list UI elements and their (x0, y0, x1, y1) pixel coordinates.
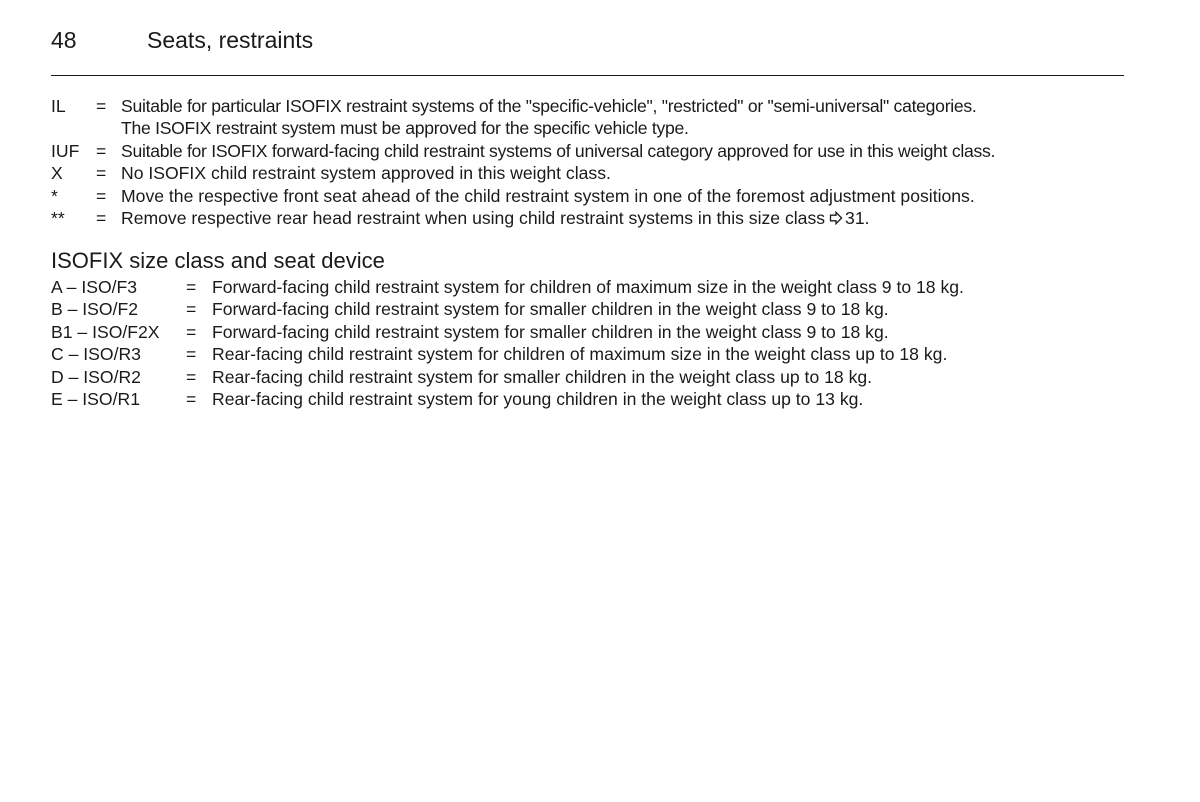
legend-description (121, 95, 977, 140)
size-class-code: C – ISO/R3 (51, 344, 141, 365)
legend-equals: = (96, 140, 107, 161)
legend-description: Move the respective front seat ahead of the child restraint system in one of the foremost adjustment positions. (121, 185, 975, 206)
page-reference-arrow-icon (829, 211, 843, 225)
size-class-row (51, 298, 1151, 320)
section-title: Seats, restraints (147, 27, 314, 53)
size-class-equals: = (186, 321, 197, 342)
size-class-row (51, 343, 1151, 365)
page-number: 48 (51, 27, 77, 53)
header-divider (51, 75, 1124, 76)
legend-description-line: Suitable for particular ISOFIX restraint systems of the "specific-vehicle", "restricted" or "semi-universal" categories. (121, 96, 977, 116)
size-class-description: Rear-facing child restraint system for smaller children in the weight class up to 18 kg. (212, 366, 873, 387)
size-class-list (51, 276, 1151, 410)
size-class-description: Forward-facing child restraint system for smaller children in the weight class 9 to 18 kg. (212, 299, 889, 320)
legend-term: * (51, 185, 58, 206)
legend-description-line: The ISOFIX restraint system must be approved for the specific vehicle type. (121, 118, 689, 139)
size-class-row (51, 366, 1151, 388)
size-class-equals: = (186, 344, 197, 365)
size-class-code: B – ISO/F2 (51, 299, 139, 320)
legend-description: No ISOFIX child restraint system approved in this weight class. (121, 163, 611, 184)
legend-row-iuf (51, 140, 1151, 162)
legend-description (121, 207, 870, 229)
legend-row-x (51, 162, 1151, 184)
legend-equals: = (96, 163, 107, 184)
size-class-code: E – ISO/R1 (51, 388, 140, 409)
legend-equals: = (96, 96, 107, 116)
legend-equals: = (96, 185, 107, 206)
size-class-description: Forward-facing child restraint system for children of maximum size in the weight class 9 to 18 kg. (212, 277, 964, 297)
size-class-heading: ISOFIX size class and seat device (51, 248, 385, 273)
page-reference[interactable]: 31. (845, 207, 870, 228)
legend-equals: = (96, 207, 107, 228)
size-class-code: A – ISO/F3 (51, 277, 138, 297)
abbreviation-legend (51, 95, 1151, 229)
size-class-row (51, 276, 1151, 298)
size-class-description: Forward-facing child restraint system for smaller children in the weight class 9 to 18 kg. (212, 321, 889, 342)
size-class-equals: = (186, 388, 197, 409)
size-class-description: Rear-facing child restraint system for young children in the weight class up to 13 kg. (212, 388, 864, 409)
size-class-equals: = (186, 366, 197, 387)
size-class-equals: = (186, 277, 197, 297)
legend-row-il (51, 95, 1151, 140)
legend-term: X (51, 163, 63, 184)
size-class-code: D – ISO/R2 (51, 366, 141, 387)
legend-row-double-asterisk (51, 207, 1151, 229)
legend-term: ** (51, 207, 65, 228)
size-class-description: Rear-facing child restraint system for children of maximum size in the weight class up to 18 kg. (212, 344, 948, 365)
legend-term: IUF (51, 140, 80, 161)
legend-row-asterisk (51, 185, 1151, 207)
size-class-row (51, 321, 1151, 343)
size-class-row (51, 388, 1151, 410)
size-class-code: B1 – ISO/F2X (51, 321, 160, 342)
legend-description: Suitable for ISOFIX forward-facing child restraint systems of universal category approved for use in this weight class. (121, 140, 996, 161)
legend-term: IL (51, 96, 66, 116)
legend-description-text: Remove respective rear head restraint when using child restraint systems in this size class (121, 207, 826, 228)
size-class-equals: = (186, 299, 197, 320)
